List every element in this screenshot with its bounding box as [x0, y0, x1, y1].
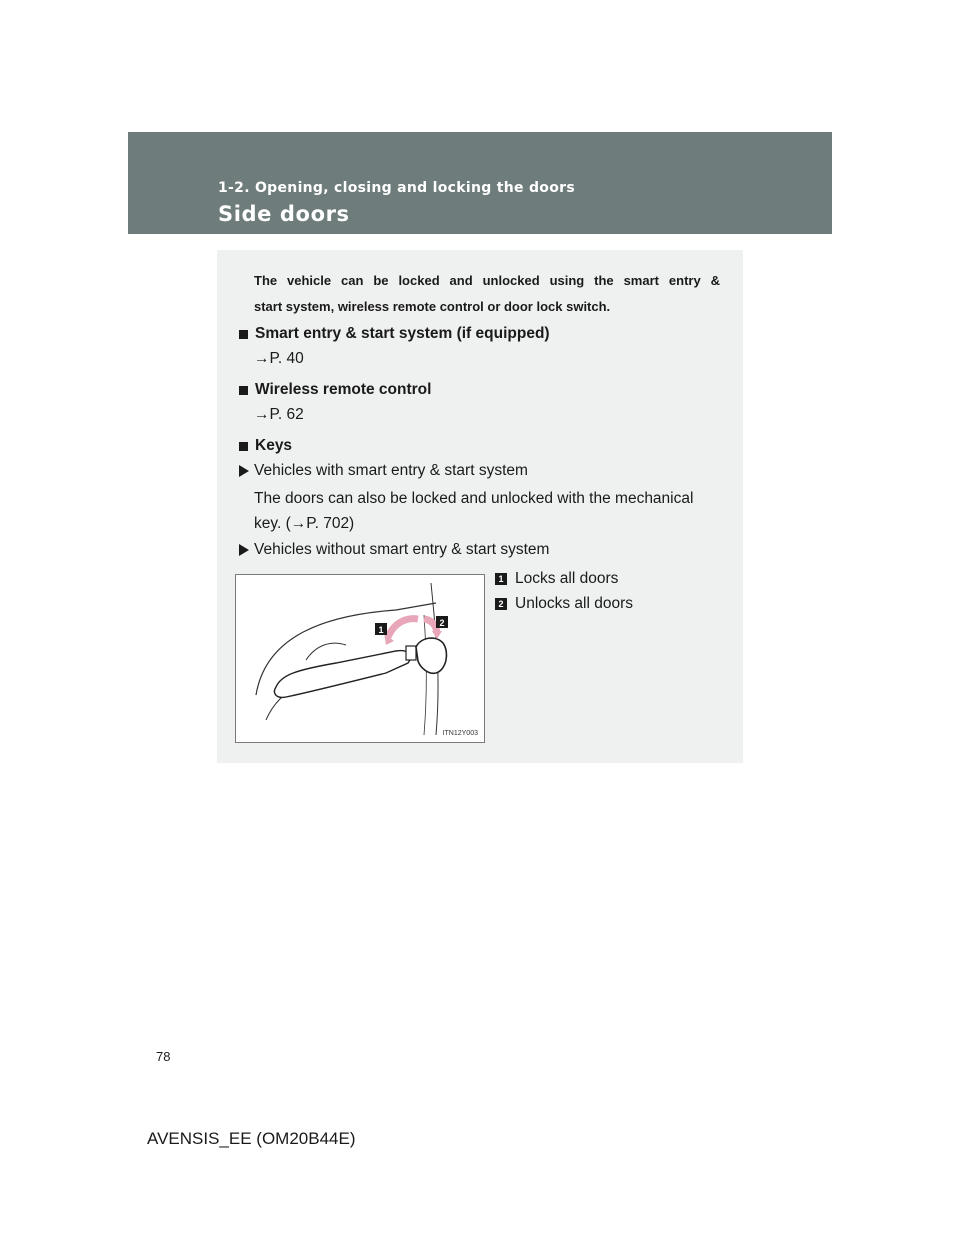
header-band [128, 132, 832, 234]
bullet-smart-entry [239, 325, 550, 343]
page-ref: →P. 62 [254, 406, 304, 423]
legend-label: Unlocks all doors [515, 595, 634, 612]
bullet-wireless-remote [239, 381, 431, 399]
legend-item-1 [495, 570, 618, 588]
figure-badge-1: 1 [378, 625, 384, 635]
section-label: 1-2. Opening, closing and locking the doors [218, 180, 575, 196]
keys-without-system-label: Vehicles without smart entry & start system [254, 541, 550, 558]
square-bullet-icon [239, 386, 248, 395]
intro-text [254, 268, 720, 320]
bullet-keys [239, 437, 292, 455]
document-code: AVENSIS_EE (OM20B44E) [147, 1129, 356, 1148]
triangle-bullet-icon [239, 465, 249, 477]
figure-badge-2: 2 [439, 618, 445, 628]
door-handle-key-icon [236, 575, 484, 742]
legend-label: Locks all doors [515, 570, 619, 587]
keys-with-system [239, 462, 528, 480]
intro-line-2: start system, wireless remote control or door lock switch. [254, 299, 611, 314]
bullet-title: Keys [255, 437, 293, 454]
keys-text-line-1: The doors can also be locked and unlocked with the mechanical [254, 490, 694, 507]
page-number: 78 [156, 1049, 171, 1064]
keys-with-system-label: Vehicles with smart entry & start system [254, 462, 528, 479]
intro-line-1: The vehicle can be locked and unlocked using the smart entry & [254, 273, 720, 288]
door-key-illustration [235, 574, 485, 743]
keys-without-system [239, 541, 549, 559]
keys-with-system-text [254, 486, 734, 536]
number-badge: 2 [495, 598, 507, 610]
page-ref: →P. 40 [254, 350, 304, 367]
page-title: Side doors [218, 202, 350, 226]
square-bullet-icon [239, 442, 248, 451]
legend-item-2 [495, 595, 633, 613]
figure-code: ITN12Y003 [442, 730, 478, 737]
bullet-title: Wireless remote control [255, 381, 432, 398]
triangle-bullet-icon [239, 544, 249, 556]
square-bullet-icon [239, 330, 248, 339]
number-badge: 1 [495, 573, 507, 585]
keys-text-line-2: key. (→P. 702) [254, 515, 355, 532]
bullet-title: Smart entry & start system (if equipped) [255, 325, 550, 342]
content-box [217, 250, 743, 763]
